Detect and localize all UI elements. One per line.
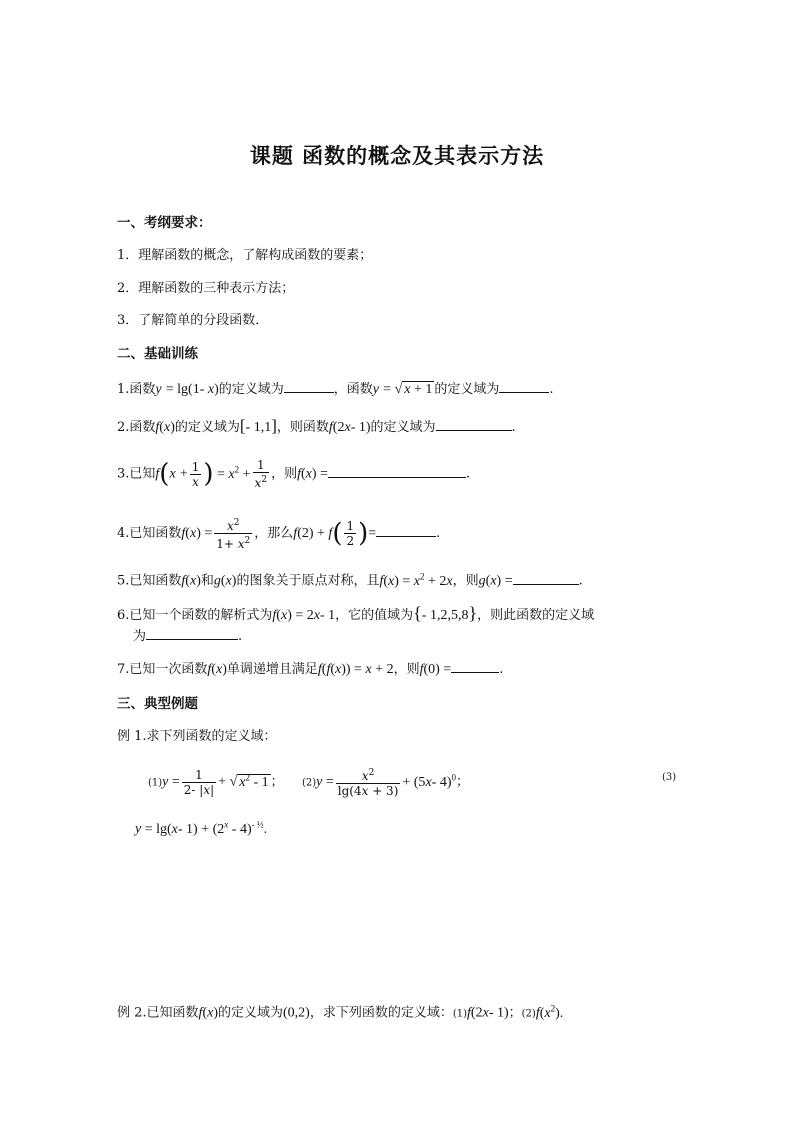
section-heading-examples: 三、典型例题 bbox=[117, 696, 198, 712]
example-1-formula-3: y = lg(x- $1) + (2^x - 4)^{- \frac{1}{2}}$. bbox=[135, 819, 268, 837]
question-6-continued: 为 . bbox=[133, 629, 243, 644]
example-1-prompt: 例 1.求下列函数的定义域： bbox=[117, 729, 277, 744]
question-1: 1.函数y = lg(1- x)的定义域为 ，函数y = √ x + 1 的定义域为 . bbox=[117, 382, 554, 397]
section-heading-requirements: 一、考纲要求： bbox=[117, 215, 212, 231]
question-6: 6.已知一个函数的解析式为f(x) = 2x- 1，它的值域为{- 1,2,5,8}，则此函数的定义域 bbox=[117, 603, 595, 623]
question-5: 5.已知函数f(x)和g(x)的图象关于原点对称，且$f(x) = x^2 + 2x$，则g(x) = . bbox=[117, 571, 583, 589]
example-1-formulas: (1)y = $\frac{1}{2- |x|}$ + √ $x^2 - 1$ ； (2)y = $\frac{x^2}{\lg(4x + 3)}$ + (5x- 4)$^0$； bbox=[148, 767, 469, 798]
requirement-item: 2．理解函数的三种表示方法； bbox=[117, 281, 295, 296]
question-2: 2.函数f(x)的定义域为[- 1,1]，则函数f(2x- 1)的定义域为 . bbox=[117, 416, 516, 435]
section-heading-basic-training: 二、基础训练 bbox=[117, 346, 198, 362]
question-4: 4.已知函数f(x) = $\frac{x^2}{1+ x^2}$ ，那么f(2) + f( $\frac{1}{2}$ )= . bbox=[117, 518, 441, 551]
example-1-number-3: (3) bbox=[662, 772, 677, 783]
question-7: 7.已知一次函数f(x)单调递增且满足f(f(x)) = x + 2，则f(0) = . bbox=[117, 662, 504, 677]
page-title: 课题 函数的概念及其表示方法 bbox=[249, 144, 545, 168]
requirement-item: 1．理解函数的概念，了解构成函数的要素； bbox=[117, 248, 373, 263]
requirement-item: 3．了解简单的分段函数． bbox=[117, 313, 269, 328]
example-2: 例 2.已知函数f(x)的定义域为(0,2)，求下列函数的定义域：(1)f(2x- 1)；$(2)f(x^2)$. bbox=[117, 1003, 564, 1021]
question-3: 3.已知f(x + $\frac{1}{x}$ ) = $x^2$ + $\frac{1}{x^2}$ ，则f(x) = . bbox=[117, 458, 471, 490]
